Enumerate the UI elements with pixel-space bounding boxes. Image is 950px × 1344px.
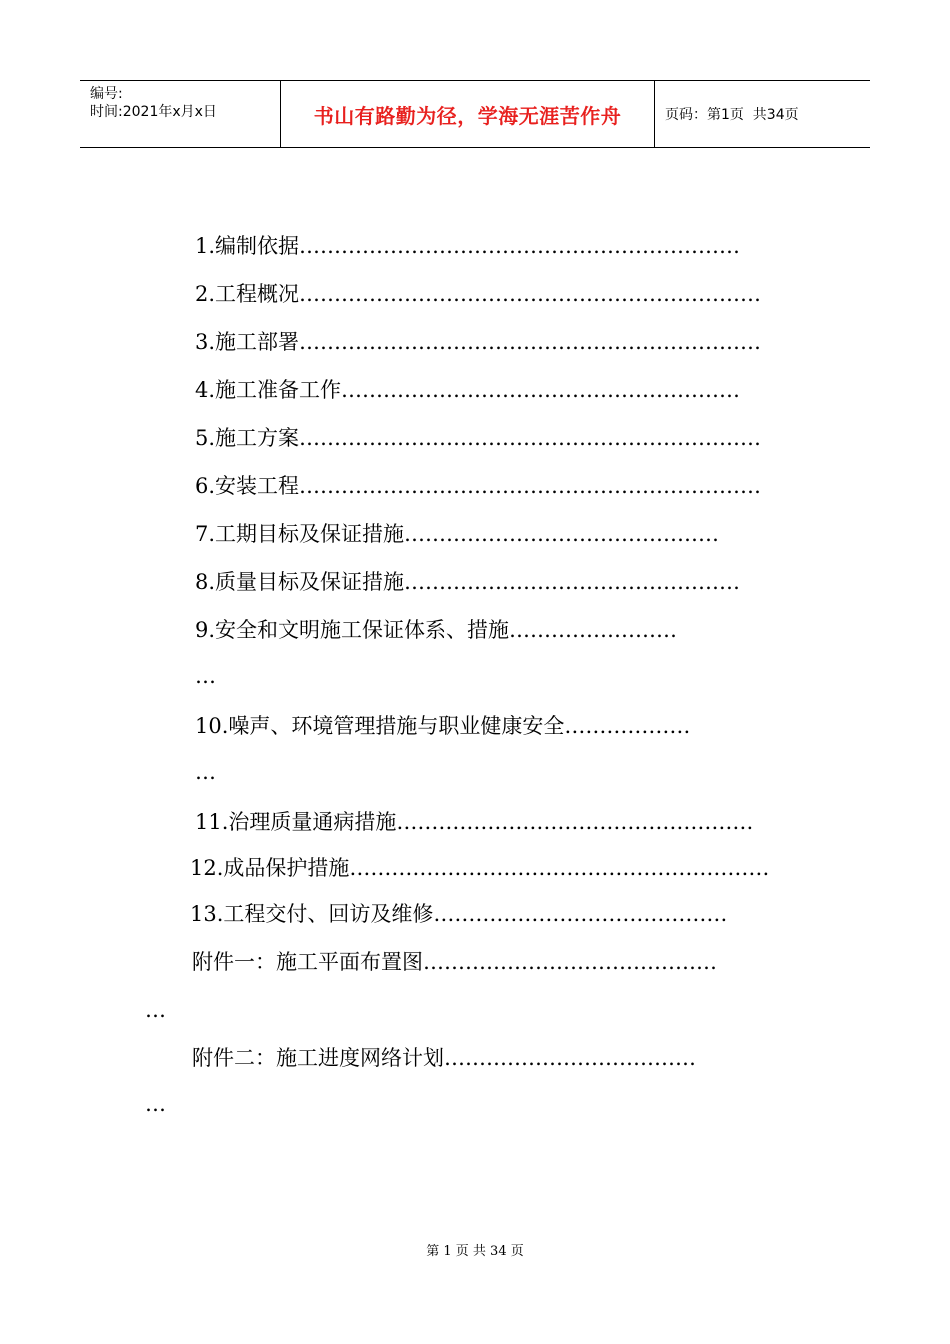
toc-item-1: 1.编制依据……………………………………………………… (195, 234, 741, 258)
toc-item-7: 7.工期目标及保证措施……………………………………… (195, 522, 720, 546)
toc-item-11: 11.治理质量通病措施…………………………………………… (195, 810, 754, 834)
toc-item-3: 3.施工部署………………………………………………………… (195, 330, 762, 354)
toc-item-2: 2.工程概况………………………………………………………… (195, 282, 762, 306)
toc-appendix-2: 附件二：施工进度网络计划……………………………… (192, 1046, 696, 1070)
toc-item-12: 12.成品保护措施…………………………………………………… (190, 856, 770, 880)
page-footer: 第 1 页 共 34 页 (426, 1244, 524, 1259)
toc-item-13: 13.工程交付、回访及维修…………………………………… (190, 902, 728, 926)
document-number-label: 编号: (90, 86, 123, 102)
header-motto: 书山有路勤为径，学海无涯苦作舟 (281, 81, 655, 147)
toc-item-9: 9.安全和文明施工保证体系、措施…………………… (195, 618, 678, 642)
toc-item-6: 6.安装工程………………………………………………………… (195, 474, 762, 498)
header-page-info: 页码：第1页 共34页 (665, 107, 799, 123)
toc-item-10: 10.噪声、环境管理措施与职业健康安全……………… (195, 714, 691, 738)
toc-appendix-1: 附件一：施工平面布置图…………………………………… (192, 950, 717, 974)
toc-item-10-continuation: … (195, 760, 216, 784)
toc-item-4: 4.施工准备工作………………………………………………… (195, 378, 741, 402)
toc-item-8: 8.质量目标及保证措施………………………………………… (195, 570, 741, 594)
toc-appendix-2-continuation: … (145, 1092, 166, 1116)
toc-appendix-1-continuation: … (145, 998, 166, 1022)
toc-item-9-continuation: … (195, 664, 216, 688)
document-date: 时间:2021年x月x日 (90, 104, 217, 120)
toc-item-5: 5.施工方案………………………………………………………… (195, 426, 762, 450)
